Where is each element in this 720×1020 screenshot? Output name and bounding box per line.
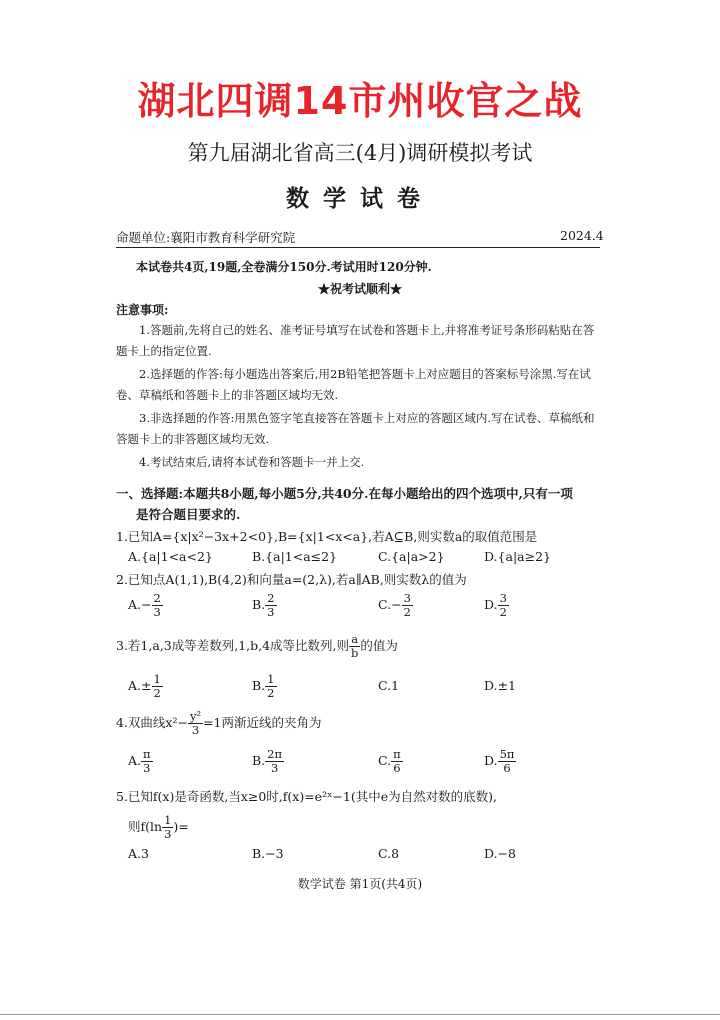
question-1-stem: 1.已知A={x|x²−3x+2<0},B={x|1<x<a},若A⊆B,则实数a的取值范围是 [116, 529, 538, 544]
notice-item-4: 4.考试结束后,请将本试卷和答题卡一并上交. [139, 455, 365, 469]
q1-option-d: D.{a|a≥2} [484, 549, 551, 564]
q2-option-d: D. $\frac{3}{2}$ [484, 591, 507, 619]
q3-option-b: B. $\frac{1}{2}$ [252, 672, 275, 700]
exam-title: 第九届湖北省高三(4月)调研模拟考试 [187, 141, 533, 165]
q1-option-a: A.{a|1<a<2} [128, 549, 213, 564]
page-bottom-edge [0, 1014, 720, 1015]
q5-option-c: C.8 [378, 846, 400, 861]
question-3-stem: 3.若1,a,3成等差数列,1,b,4成等比数列,则 $\frac{a}{b}$ 的值为 [116, 632, 398, 660]
notice-item-1: 1.答题前,先将自己的姓名、准考证号填写在试卷和答题卡上,并将准考证号条形码粘贴在答题卡上的指定位置. [116, 323, 595, 358]
q1-option-b: B.{a|1<a≤2} [252, 549, 338, 564]
promo-banner-title: 湖北四调14市州收官之战 [137, 79, 583, 123]
notice-item-2: 2.选择题的作答:每小题选出答案后,用2B铅笔把答题卡上对应题目的答案标号涂黑.写在试卷、草稿纸和答题卡上的非答题区域均无效. [116, 367, 591, 402]
q5-option-d: D.−8 [484, 846, 516, 861]
notice-heading: 注意事项: [116, 303, 169, 317]
q2-option-a: A.− $\frac{2}{3}$ [128, 591, 161, 619]
section-heading-cont: 是符合题目要求的. [136, 507, 241, 522]
page-footer: 数学试卷 第1页(共4页) [297, 877, 423, 891]
exam-intro: 本试卷共4页,19题,全卷满分150分.考试用时120分钟. [136, 260, 432, 274]
q3-option-c: C.1 [378, 678, 400, 693]
proposing-unit: 命题单位:襄阳市教育科学研究院 [116, 230, 296, 245]
subject-title: 数学试卷 [286, 185, 434, 212]
q3-option-a: A.± $\frac{1}{2}$ [128, 672, 161, 700]
notice-item-3: 3.非选择题的作答:用黑色签字笔直接答在答题卡上对应的答题区域内.写在试卷、草稿纸和答题卡上的非答题区域均无效. [116, 411, 595, 446]
q5-option-a: A.3 [128, 846, 149, 861]
section-heading: 一、选择题:本题共8小题,每小题5分,共40分.在每小题给出的四个选项中,只有一项 [116, 486, 573, 501]
question-4-stem: 4.双曲线x²− $\frac{\text{y²}}{3}$ =1两渐近线的夹角为 [116, 709, 322, 737]
q5-option-b: B.−3 [252, 846, 284, 861]
q4-option-d: D. $\frac{5\pi}{6}$ [484, 747, 515, 775]
good-luck-line: ★祝考试顺利★ [317, 282, 402, 296]
q1-option-c: C.{a|a>2} [378, 549, 445, 564]
q2-option-c: C.− $\frac{3}{2}$ [378, 591, 411, 619]
q3-option-d: D.±1 [484, 678, 516, 693]
question-2-stem: 2.已知点A(1,1),B(4,2)和向量a=(2,λ),若a∥AB,则实数λ的值为 [116, 572, 467, 587]
exam-date: 2024.4 [560, 228, 604, 243]
header-divider [116, 247, 600, 248]
q4-option-a: A. $\frac{\pi}{3}$ [128, 747, 151, 775]
question-5-stem-cont: 则f(ln $\frac{1}{3}$ )= [128, 813, 189, 841]
q4-option-c: C. $\frac{\pi}{6}$ [378, 747, 401, 775]
q4-option-b: B. $\frac{2\pi}{3}$ [252, 747, 283, 775]
q2-option-b: B. $\frac{2}{3}$ [252, 591, 275, 619]
question-5-stem: 5.已知f(x)是奇函数,当x≥0时,f(x)=e²ˣ−1(其中e为自然对数的底数), [116, 789, 497, 804]
